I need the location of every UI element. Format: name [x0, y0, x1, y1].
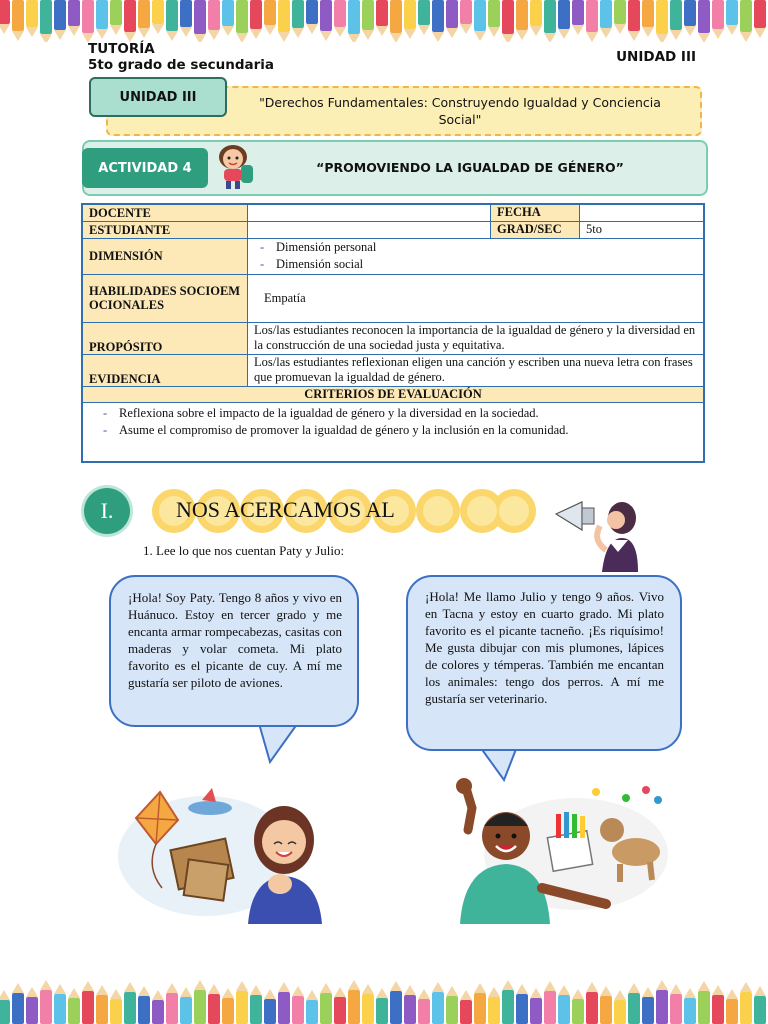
- pencil-decoration: [180, 997, 192, 1024]
- proposito-value: Los/las estudiantes reconocen la importancia de la igualdad de género y la diversidad en la construcción de una sociedad justa y equitativa.: [248, 322, 705, 354]
- pencil-decoration: [362, 0, 374, 30]
- activity-title: “PROMOVIENDO LA IGUALDAD DE GÉNERO”: [316, 160, 624, 175]
- estudiante-field[interactable]: [248, 221, 491, 238]
- pencil-decoration: [138, 996, 150, 1024]
- subject-title: TUTORÍA: [88, 41, 155, 57]
- evidencia-value: Los/las estudiantes reflexionan eligen una canción y escriben una nueva letra con frases que promuevan la igualdad de género.: [248, 354, 705, 386]
- criterio-item: - Reflexiona sobre el impacto de la igualdad de género y la diversidad en la sociedad.: [97, 405, 697, 422]
- pencil-decoration: [194, 990, 206, 1024]
- pencil-decoration: [740, 0, 752, 32]
- pencil-decoration: [726, 0, 738, 25]
- pencil-decoration: [446, 0, 458, 28]
- pencil-decoration: [418, 999, 430, 1024]
- pencil-decoration: [488, 997, 500, 1024]
- pencil-decoration: [124, 0, 136, 32]
- pencil-decoration: [54, 0, 66, 30]
- pencil-decoration: [586, 992, 598, 1024]
- pencil-decoration: [446, 996, 458, 1024]
- pencil-decoration: [292, 0, 304, 28]
- pencil-decoration: [152, 0, 164, 24]
- pencil-decoration: [600, 0, 612, 28]
- pencil-decoration: [26, 997, 38, 1024]
- pencil-decoration: [712, 995, 724, 1024]
- pencil-decoration: [754, 0, 766, 28]
- pencil-decoration: [110, 0, 122, 25]
- header-unit: UNIDAD III: [616, 49, 696, 65]
- pencil-decoration: [68, 998, 80, 1024]
- pencil-decoration: [334, 0, 346, 27]
- pencil-decoration: [656, 0, 668, 34]
- pencil-decoration: [264, 0, 276, 25]
- pencil-decoration: [712, 0, 724, 29]
- pencil-decoration: [404, 0, 416, 29]
- unit-tag: UNIDAD III: [89, 77, 227, 117]
- pencil-decoration: [628, 0, 640, 31]
- pencil-decoration: [264, 999, 276, 1024]
- pencil-decoration: [222, 0, 234, 26]
- pencil-decoration: [376, 998, 388, 1024]
- pencil-decoration: [376, 0, 388, 26]
- pencil-decoration: [502, 0, 514, 34]
- dimension-item: - Dimensión social: [254, 256, 697, 273]
- pencil-decoration: [572, 999, 584, 1024]
- pencil-decoration: [180, 0, 192, 27]
- pencil-decoration: [698, 0, 710, 33]
- pencil-decoration: [334, 997, 346, 1024]
- criterios-header: CRITERIOS DE EVALUACIÓN: [82, 386, 704, 402]
- pencil-decoration: [460, 1000, 472, 1024]
- pencil-decoration: [418, 0, 430, 25]
- pencil-decoration: [600, 996, 612, 1024]
- pencil-decoration: [488, 0, 500, 27]
- proposito-label: PROPÓSITO: [82, 322, 248, 354]
- section-number: I.: [84, 488, 130, 534]
- pencil-decoration: [516, 994, 528, 1024]
- bottom-pencil-border: [0, 976, 768, 1024]
- pencil-decoration: [474, 0, 486, 31]
- pencil-decoration: [236, 0, 248, 33]
- pencil-decoration: [544, 0, 556, 33]
- grade-label: 5to grado de secundaria: [88, 57, 274, 73]
- pencil-decoration: [96, 995, 108, 1024]
- pencil-decoration: [12, 993, 24, 1024]
- pencil-decoration: [124, 992, 136, 1024]
- pencil-decoration: [684, 0, 696, 26]
- pencil-decoration: [432, 992, 444, 1024]
- section-title: NOS ACERCAMOS AL: [176, 497, 395, 522]
- pencil-decoration: [152, 1000, 164, 1024]
- pencil-decoration: [642, 997, 654, 1024]
- habilidades-value: Empatía: [248, 274, 705, 322]
- fecha-label: FECHA: [491, 204, 580, 221]
- megaphone-girl-illustration: [552, 494, 642, 574]
- julio-illustration: [446, 778, 676, 924]
- pencil-decoration: [292, 996, 304, 1024]
- unit-title: "Derechos Fundamentales: Construyendo Igualdad y Conciencia Social": [259, 95, 661, 127]
- pencil-decoration: [670, 0, 682, 30]
- dimension-item: - Dimensión personal: [254, 239, 697, 256]
- pencil-decoration: [586, 0, 598, 32]
- student-mascot-icon: [207, 139, 259, 191]
- top-pencil-border: [0, 0, 768, 42]
- paty-text: ¡Hola! Soy Paty. Tengo 8 años y vivo en Huánuco. Estoy en tercer grado y me encanta armar rompecabezas, casitas con maderas y volar cometa. Mi plato favorito es el picante de cuy. A mí me gustaría ser piloto de aviones.: [128, 590, 342, 690]
- julio-text: ¡Hola! Me llamo Julio y tengo 9 años. Vivo en Tacna y estoy en cuarto grado. Mi plato favorito es el picante tacneño. ¡Es riquísimo! Me gusta dibujar con mis plumones, lápices de colores y témperas. También me encantan los animales: tengo dos perros. A mí me gustaría ser veterinario.: [425, 589, 664, 706]
- pencil-decoration: [82, 991, 94, 1024]
- activity-tag: ACTIVIDAD 4: [82, 148, 208, 188]
- pencil-decoration: [278, 0, 290, 32]
- pencil-decoration: [82, 0, 94, 33]
- pencil-decoration: [194, 0, 206, 34]
- pencil-decoration: [306, 1000, 318, 1024]
- pencil-decoration: [138, 0, 150, 28]
- paty-illustration: [116, 778, 336, 924]
- pencil-decoration: [558, 995, 570, 1024]
- question-1: 1. Lee lo que nos cuentan Paty y Julio:: [143, 543, 345, 558]
- pencil-decoration: [250, 0, 262, 29]
- pencil-decoration: [0, 1000, 10, 1024]
- pencil-decoration: [208, 994, 220, 1024]
- pencil-decoration: [432, 0, 444, 32]
- pencil-decoration: [306, 0, 318, 24]
- pencil-decoration: [530, 998, 542, 1024]
- pencil-decoration: [320, 0, 332, 31]
- pencil-decoration: [628, 993, 640, 1024]
- pencil-decoration: [320, 993, 332, 1024]
- pencil-decoration: [558, 0, 570, 29]
- pencil-decoration: [642, 0, 654, 27]
- pencil-decoration: [166, 0, 178, 31]
- habilidades-label: HABILIDADES SOCIOEMOCIONALES: [82, 274, 248, 322]
- pencil-decoration: [362, 994, 374, 1024]
- estudiante-label: ESTUDIANTE: [82, 221, 248, 238]
- pencil-decoration: [26, 0, 38, 27]
- pencil-decoration: [726, 999, 738, 1024]
- pencil-decoration: [390, 0, 402, 33]
- pencil-decoration: [0, 0, 10, 24]
- pencil-decoration: [222, 998, 234, 1024]
- pencil-decoration: [460, 0, 472, 24]
- pencil-decoration: [278, 992, 290, 1024]
- pencil-decoration: [54, 994, 66, 1024]
- pencil-decoration: [614, 0, 626, 24]
- pencil-decoration: [614, 1000, 626, 1024]
- pencil-decoration: [754, 996, 766, 1024]
- pencil-decoration: [698, 991, 710, 1024]
- pencil-decoration: [208, 0, 220, 30]
- header-left: [88, 41, 274, 73]
- pencil-decoration: [670, 994, 682, 1024]
- gradsec-label: GRAD/SEC: [491, 221, 580, 238]
- pencil-decoration: [236, 991, 248, 1024]
- info-table: [81, 203, 705, 463]
- pencil-decoration: [166, 993, 178, 1024]
- pencil-decoration: [40, 0, 52, 34]
- pencil-decoration: [656, 990, 668, 1024]
- criterios-cell: [82, 402, 704, 462]
- pencil-decoration: [544, 991, 556, 1024]
- pencil-decoration: [96, 0, 108, 29]
- pencil-decoration: [110, 999, 122, 1024]
- evidencia-label: EVIDENCIA: [82, 354, 248, 386]
- pencil-decoration: [530, 0, 542, 26]
- pencil-decoration: [684, 998, 696, 1024]
- pencil-decoration: [348, 990, 360, 1024]
- pencil-decoration: [740, 992, 752, 1024]
- pencil-decoration: [250, 995, 262, 1024]
- pencil-decoration: [12, 0, 24, 31]
- pencil-decoration: [40, 990, 52, 1024]
- gradsec-value[interactable]: 5to: [580, 221, 705, 238]
- paty-speech-bubble: [109, 575, 359, 727]
- julio-speech-bubble: [406, 575, 682, 751]
- pencil-decoration: [390, 991, 402, 1024]
- pencil-decoration: [474, 993, 486, 1024]
- pencil-decoration: [516, 0, 528, 30]
- criterio-item: - Asume el compromiso de promover la igualdad de género y la inclusión en la comunidad.: [97, 422, 697, 439]
- pencil-decoration: [348, 0, 360, 34]
- docente-field[interactable]: [248, 204, 491, 221]
- dimension-label: DIMENSIÓN: [82, 238, 248, 274]
- pencil-decoration: [68, 0, 80, 26]
- pencil-decoration: [502, 990, 514, 1024]
- docente-label: DOCENTE: [82, 204, 248, 221]
- dimension-cell: [248, 238, 705, 274]
- fecha-field[interactable]: [580, 204, 705, 221]
- pencil-decoration: [404, 995, 416, 1024]
- pencil-decoration: [572, 0, 584, 25]
